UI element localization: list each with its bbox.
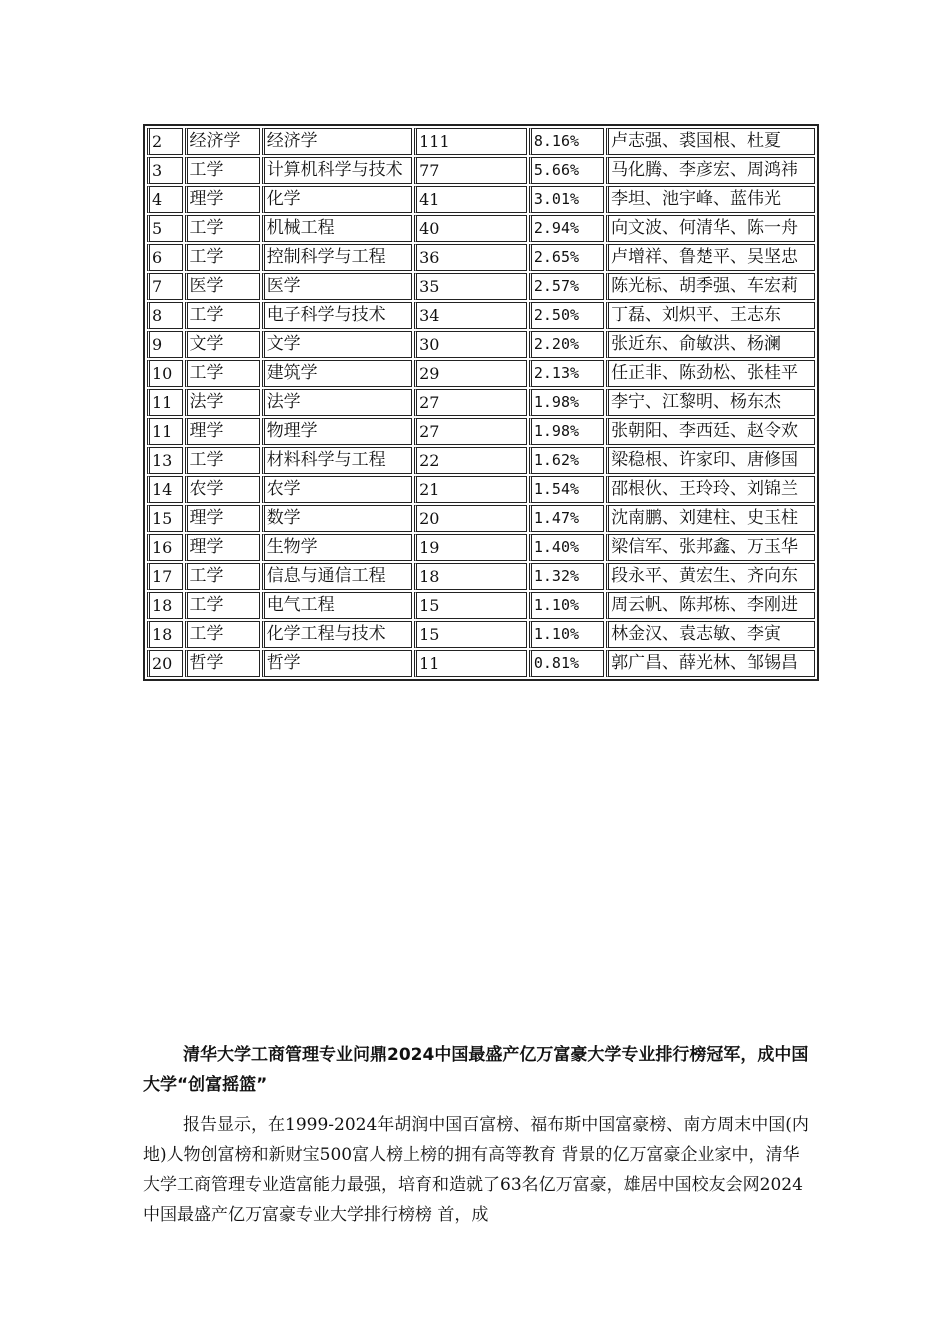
category-cell: 工学 (185, 302, 260, 329)
major-cell: 材料科学与工程 (262, 447, 412, 474)
rank-cell: 2 (147, 128, 183, 155)
rank-cell: 9 (147, 331, 183, 358)
count-cell: 35 (414, 273, 527, 300)
major-cell: 法学 (262, 389, 412, 416)
category-cell: 工学 (185, 563, 260, 590)
category-cell: 工学 (185, 447, 260, 474)
percent-cell: 2.65% (529, 244, 604, 271)
rank-cell: 11 (147, 418, 183, 445)
percent-cell: 1.98% (529, 389, 604, 416)
count-cell: 40 (414, 215, 527, 242)
rank-cell: 13 (147, 447, 183, 474)
percent-cell: 2.57% (529, 273, 604, 300)
count-cell: 77 (414, 157, 527, 184)
major-cell: 化学工程与技术 (262, 621, 412, 648)
table-row (147, 447, 815, 474)
percent-cell: 1.40% (529, 534, 604, 561)
major-cell: 医学 (262, 273, 412, 300)
people-cell: 李宁、江黎明、杨东杰 (606, 389, 815, 416)
rank-cell: 18 (147, 592, 183, 619)
major-cell: 物理学 (262, 418, 412, 445)
category-cell: 工学 (185, 621, 260, 648)
category-cell: 工学 (185, 592, 260, 619)
rank-cell: 20 (147, 650, 183, 677)
percent-cell: 0.81% (529, 650, 604, 677)
percent-cell: 2.20% (529, 331, 604, 358)
category-cell: 理学 (185, 418, 260, 445)
people-cell: 丁磊、刘炽平、王志东 (606, 302, 815, 329)
major-cell: 信息与通信工程 (262, 563, 412, 590)
rank-cell: 3 (147, 157, 183, 184)
category-cell: 经济学 (185, 128, 260, 155)
major-ranking-table (143, 124, 819, 681)
category-cell: 工学 (185, 360, 260, 387)
table-row (147, 621, 815, 648)
major-cell: 农学 (262, 476, 412, 503)
table-row (147, 331, 815, 358)
rank-cell: 15 (147, 505, 183, 532)
category-cell: 医学 (185, 273, 260, 300)
table-row (147, 273, 815, 300)
table-row (147, 534, 815, 561)
percent-cell: 1.10% (529, 592, 604, 619)
count-cell: 15 (414, 592, 527, 619)
people-cell: 卢增祥、鲁楚平、吴坚忠 (606, 244, 815, 271)
table-row (147, 563, 815, 590)
percent-cell: 8.16% (529, 128, 604, 155)
percent-cell: 1.32% (529, 563, 604, 590)
people-cell: 卢志强、裘国根、杜夏 (606, 128, 815, 155)
rank-cell: 6 (147, 244, 183, 271)
table-row (147, 302, 815, 329)
category-cell: 理学 (185, 505, 260, 532)
category-cell: 工学 (185, 244, 260, 271)
category-cell: 理学 (185, 186, 260, 213)
count-cell: 36 (414, 244, 527, 271)
count-cell: 29 (414, 360, 527, 387)
percent-cell: 1.98% (529, 418, 604, 445)
count-cell: 111 (414, 128, 527, 155)
people-cell: 马化腾、李彦宏、周鸿祎 (606, 157, 815, 184)
percent-cell: 1.47% (529, 505, 604, 532)
count-cell: 30 (414, 331, 527, 358)
major-cell: 电子科学与技术 (262, 302, 412, 329)
people-cell: 梁信军、张邦鑫、万玉华 (606, 534, 815, 561)
count-cell: 21 (414, 476, 527, 503)
table-row (147, 360, 815, 387)
people-cell: 陈光标、胡季强、车宏莉 (606, 273, 815, 300)
count-cell: 15 (414, 621, 527, 648)
table-row (147, 650, 815, 677)
major-cell: 建筑学 (262, 360, 412, 387)
rank-cell: 7 (147, 273, 183, 300)
count-cell: 19 (414, 534, 527, 561)
rank-cell: 14 (147, 476, 183, 503)
people-cell: 林金汉、袁志敏、李寅 (606, 621, 815, 648)
count-cell: 41 (414, 186, 527, 213)
people-cell: 郭广昌、薛光林、邹锡昌 (606, 650, 815, 677)
percent-cell: 1.62% (529, 447, 604, 474)
major-cell: 文学 (262, 331, 412, 358)
people-cell: 沈南鹏、刘建柱、史玉柱 (606, 505, 815, 532)
percent-cell: 2.94% (529, 215, 604, 242)
percent-cell: 2.13% (529, 360, 604, 387)
people-cell: 邵根伙、王玲玲、刘锦兰 (606, 476, 815, 503)
count-cell: 34 (414, 302, 527, 329)
people-cell: 张朝阳、李西廷、赵令欢 (606, 418, 815, 445)
count-cell: 18 (414, 563, 527, 590)
table-row (147, 186, 815, 213)
major-cell: 化学 (262, 186, 412, 213)
table-row (147, 389, 815, 416)
people-cell: 李坦、池宇峰、蓝伟光 (606, 186, 815, 213)
category-cell: 理学 (185, 534, 260, 561)
table-row (147, 476, 815, 503)
major-cell: 机械工程 (262, 215, 412, 242)
percent-cell: 1.54% (529, 476, 604, 503)
table-row (147, 592, 815, 619)
table-row (147, 244, 815, 271)
count-cell: 27 (414, 418, 527, 445)
category-cell: 工学 (185, 215, 260, 242)
count-cell: 27 (414, 389, 527, 416)
people-cell: 段永平、黄宏生、齐向东 (606, 563, 815, 590)
section-heading: 清华大学工商管理专业问鼎2024中国最盛产亿万富豪大学专业排行榜冠军，成中国大学“创富摇篮” (143, 1045, 809, 1095)
rank-cell: 8 (147, 302, 183, 329)
rank-cell: 16 (147, 534, 183, 561)
percent-cell: 3.01% (529, 186, 604, 213)
major-cell: 计算机科学与技术 (262, 157, 412, 184)
table-row (147, 505, 815, 532)
table-row (147, 128, 815, 155)
table-row (147, 418, 815, 445)
body-paragraph: 报告显示，在1999-2024年胡润中国百富榜、福布斯中国富豪榜、南方周末中国(内地)人物创富榜和新财宝500富人榜上榜的拥有高等教育 背景的亿万富豪企业家中，清华大学工商管理专业造富能力最强，培育和造就了63名亿万富豪，雄居中国校友会网2024中国最盛产亿万富豪专业大学排行榜榜 首，成 (143, 1115, 809, 1225)
count-cell: 11 (414, 650, 527, 677)
category-cell: 法学 (185, 389, 260, 416)
people-cell: 梁稳根、许家印、唐修国 (606, 447, 815, 474)
count-cell: 22 (414, 447, 527, 474)
rank-cell: 11 (147, 389, 183, 416)
percent-cell: 5.66% (529, 157, 604, 184)
major-cell: 哲学 (262, 650, 412, 677)
percent-cell: 1.10% (529, 621, 604, 648)
category-cell: 文学 (185, 331, 260, 358)
count-cell: 20 (414, 505, 527, 532)
rank-cell: 10 (147, 360, 183, 387)
percent-cell: 2.50% (529, 302, 604, 329)
category-cell: 工学 (185, 157, 260, 184)
major-cell: 控制科学与工程 (262, 244, 412, 271)
rank-cell: 5 (147, 215, 183, 242)
rank-cell: 17 (147, 563, 183, 590)
table-row (147, 157, 815, 184)
rank-cell: 4 (147, 186, 183, 213)
major-cell: 生物学 (262, 534, 412, 561)
category-cell: 农学 (185, 476, 260, 503)
major-cell: 数学 (262, 505, 412, 532)
people-cell: 张近东、俞敏洪、杨澜 (606, 331, 815, 358)
major-cell: 经济学 (262, 128, 412, 155)
people-cell: 周云帆、陈邦栋、李刚进 (606, 592, 815, 619)
table-row (147, 215, 815, 242)
people-cell: 向文波、何清华、陈一舟 (606, 215, 815, 242)
rank-cell: 18 (147, 621, 183, 648)
major-cell: 电气工程 (262, 592, 412, 619)
category-cell: 哲学 (185, 650, 260, 677)
people-cell: 任正非、陈劲松、张桂平 (606, 360, 815, 387)
